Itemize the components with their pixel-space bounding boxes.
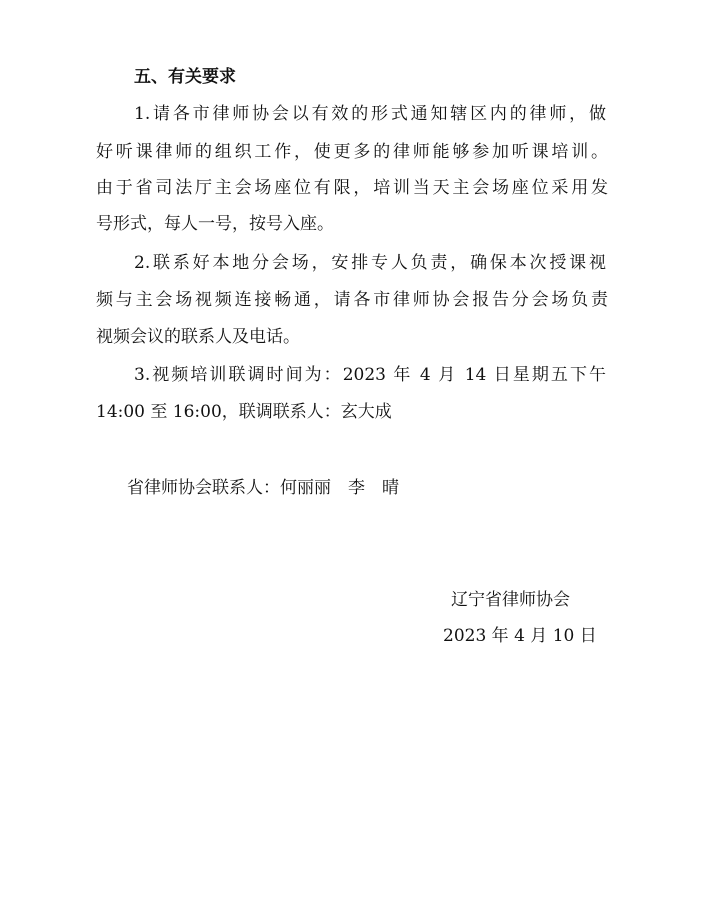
item3-line-1: 3.视频培训联调时间为：2023 年 4 月 14 日星期五下午 bbox=[134, 365, 606, 385]
item1-line-4: 号形式，每人一号，按号入座。 bbox=[96, 214, 334, 234]
item3-line-2: 14:00 至 16:00，联调联系人：玄大成 bbox=[96, 402, 392, 422]
item1-line-2: 好听课律师的组织工作，使更多的律师能够参加听课培训。 bbox=[96, 142, 608, 162]
item2-line-3: 视频会议的联系人及电话。 bbox=[96, 327, 300, 347]
signature-date: 2023 年 4 月 10 日 bbox=[443, 626, 597, 646]
item1-line-3: 由于省司法厅主会场座位有限，培训当天主会场座位采用发 bbox=[96, 178, 608, 198]
signature-org: 辽宁省律师协会 bbox=[451, 590, 570, 610]
item2-line-2: 频与主会场视频连接畅通，请各市律师协会报告分会场负责 bbox=[96, 290, 608, 310]
section-heading: 五、有关要求 bbox=[134, 67, 236, 87]
item2-line-1: 2.联系好本地分会场，安排专人负责，确保本次授课视 bbox=[134, 253, 606, 273]
item1-line-1: 1.请各市律师协会以有效的形式通知辖区内的律师，做 bbox=[134, 104, 606, 124]
contact-line: 省律师协会联系人：何丽丽 李 晴 bbox=[127, 478, 399, 498]
